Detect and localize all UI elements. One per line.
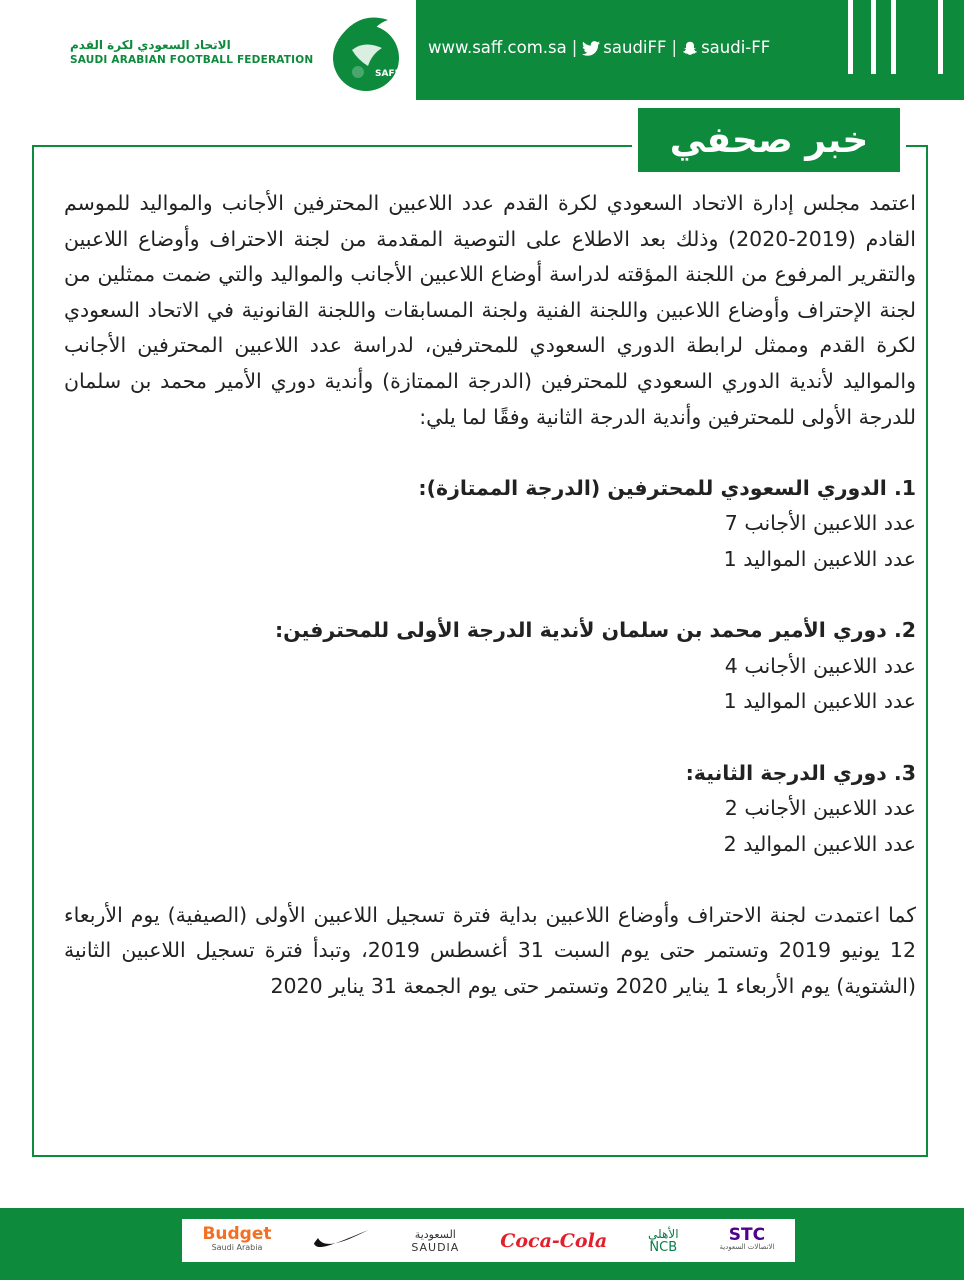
section-3-title: 3. دوري الدرجة الثانية: (685, 760, 916, 785)
section-2-foreign: عدد اللاعبين الأجانب 4 (724, 653, 916, 678)
sponsor-cocacola: Coca-Cola (500, 1229, 608, 1252)
nike-swoosh-icon (312, 1228, 370, 1254)
section-3-born: عدد اللاعبين المواليد 2 (723, 831, 916, 856)
snapchat-handle[interactable]: saudi-FF (701, 38, 771, 57)
header-stripe (938, 0, 943, 74)
header-stripe (891, 0, 896, 74)
saff-logo (328, 10, 408, 94)
social-links: www.saff.com.sa | saudiFF | saudi-FF (428, 38, 771, 57)
section-1-born: عدد اللاعبين المواليد 1 (723, 546, 916, 571)
sponsor-budget: Budget Saudi Arabia (202, 1223, 272, 1252)
logo-text: SAFF (375, 69, 401, 79)
section-2-title: 2. دوري الأمير محمد بن سلمان لأندية الدرجة الأولى للمحترفين: (274, 618, 916, 643)
twitter-handle[interactable]: saudiFF (603, 38, 667, 57)
article-body (64, 186, 916, 1005)
header-stripe (871, 0, 876, 74)
website-link[interactable]: www.saff.com.sa (428, 38, 567, 57)
federation-name-en: SAUDI ARABIAN FOOTBALL FEDERATION (70, 54, 314, 66)
section-1-foreign: عدد اللاعبين الأجانب 7 (724, 511, 916, 536)
sponsor-strip (182, 1219, 795, 1262)
section-2-born: عدد اللاعبين المواليد 1 (723, 689, 916, 714)
federation-name-ar: الاتحاد السعودي لكرة القدم (70, 38, 231, 52)
sponsor-saudia: السعودية SAUDIA (411, 1227, 460, 1254)
section-3-foreign: عدد اللاعبين الأجانب 2 (724, 796, 916, 821)
sponsor-ncb: الأهلي NCB (648, 1226, 679, 1255)
press-release-title: خبر صحفي (632, 108, 906, 172)
snapchat-icon (682, 38, 701, 57)
header-stripe (848, 0, 853, 74)
twitter-icon (582, 38, 603, 57)
header-stripe (410, 0, 416, 100)
sponsor-stc: STC الاتصالات السعودية (719, 1224, 775, 1251)
closing-paragraph: كما اعتمدت لجنة الاحتراف وأوضاع اللاعبين بداية فترة تسجيل اللاعبين الأولى (الصيفية) يوم الأربعاء 12 يونيو 2019 وتستمر حتى يوم السبت 31 أغسطس 2019، وتبدأ فترة تسجيل اللاعبين الثانية (الشتوية) يوم الأربعاء 1 يناير 2020 وتستمر حتى يوم الجمعة 31 يناير 2020 (64, 902, 916, 999)
section-1-title: 1. الدوري السعودي للمحترفين (الدرجة الممتازة): (418, 475, 916, 500)
intro-paragraph: اعتمد مجلس إدارة الاتحاد السعودي لكرة القدم عدد اللاعبين المحترفين الأجانب والمواليد للموسم القادم (2019-2020) وذلك بعد الاطلاع على التوصية المقدمة من لجنة الاحتراف وأوضاع اللاعبين والتقرير المرفوع من اللجنة المؤقته لدراسة أوضاع اللاعبين الأجانب والمواليد والتي ضمت ممثلين من لجنة الإحتراف وأوضاع اللاعبين واللجنة الفنية ولجنة المسابقات واللجنة القانونية في الاتحاد السعودي لكرة القدم وممثل لرابطة الدوري السعودي للمحترفين، لدراسة عدد اللاعبين المحترفين الأجانب والمواليد لأندية الدوري السعودي للمحترفين (الدرجة الممتازة) وأندية دوري الأمير محمد بن سلمان للدرجة الأولى للمحترفين وأندية الدرجة الثانية وفقًا لما يلي: (64, 191, 917, 429)
